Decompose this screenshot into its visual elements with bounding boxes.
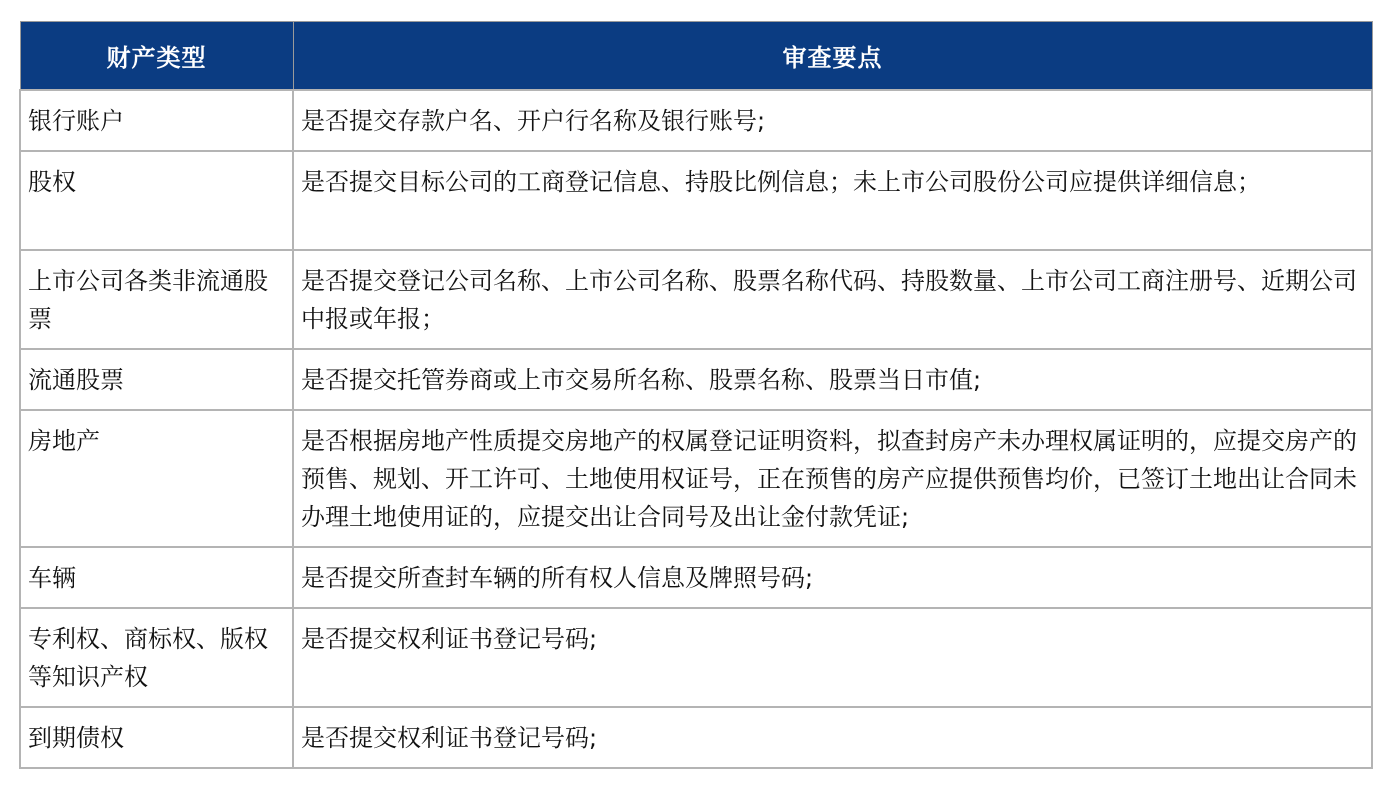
table-row [20,547,1372,608]
property-type-cell: 车辆 [20,547,293,608]
property-type-cell: 银行账户 [20,90,293,151]
property-review-table-container [19,21,1371,769]
review-points-cell: 是否提交所查封车辆的所有权人信息及牌照号码; [293,547,1372,608]
table-row [20,349,1372,410]
header-property-type: 财产类型 [20,22,293,91]
table-row [20,608,1372,707]
table-row [20,410,1372,547]
property-type-cell: 上市公司各类非流通股票 [20,250,293,349]
review-points-cell: 是否提交存款户名、开户行名称及银行账号; [293,90,1372,151]
property-review-table [19,21,1373,769]
review-points-cell: 是否提交登记公司名称、上市公司名称、股票名称代码、持股数量、上市公司工商注册号、近期公司中报或年报； [293,250,1372,349]
review-points-cell: 是否提交权利证书登记号码; [293,707,1372,768]
property-type-cell: 房地产 [20,410,293,547]
review-points-cell: 是否提交目标公司的工商登记信息、持股比例信息；未上市公司股份公司应提供详细信息； [293,151,1372,250]
property-type-cell: 股权 [20,151,293,250]
table-row [20,707,1372,768]
property-type-cell: 流通股票 [20,349,293,410]
table-header-row [20,22,1372,91]
header-review-points: 审查要点 [293,22,1372,91]
review-points-cell: 是否提交托管券商或上市交易所名称、股票名称、股票当日市值; [293,349,1372,410]
table-row [20,250,1372,349]
table-row [20,151,1372,250]
table-row [20,90,1372,151]
review-points-cell: 是否根据房地产性质提交房地产的权属登记证明资料，拟查封房产未办理权属证明的，应提交房产的预售、规划、开工许可、土地使用权证号，正在预售的房产应提供预售均价，已签订土地出让合同未办理土地使用证的，应提交出让合同号及出让金付款凭证; [293,410,1372,547]
review-points-cell: 是否提交权利证书登记号码; [293,608,1372,707]
property-type-cell: 专利权、商标权、版权等知识产权 [20,608,293,707]
property-type-cell: 到期债权 [20,707,293,768]
